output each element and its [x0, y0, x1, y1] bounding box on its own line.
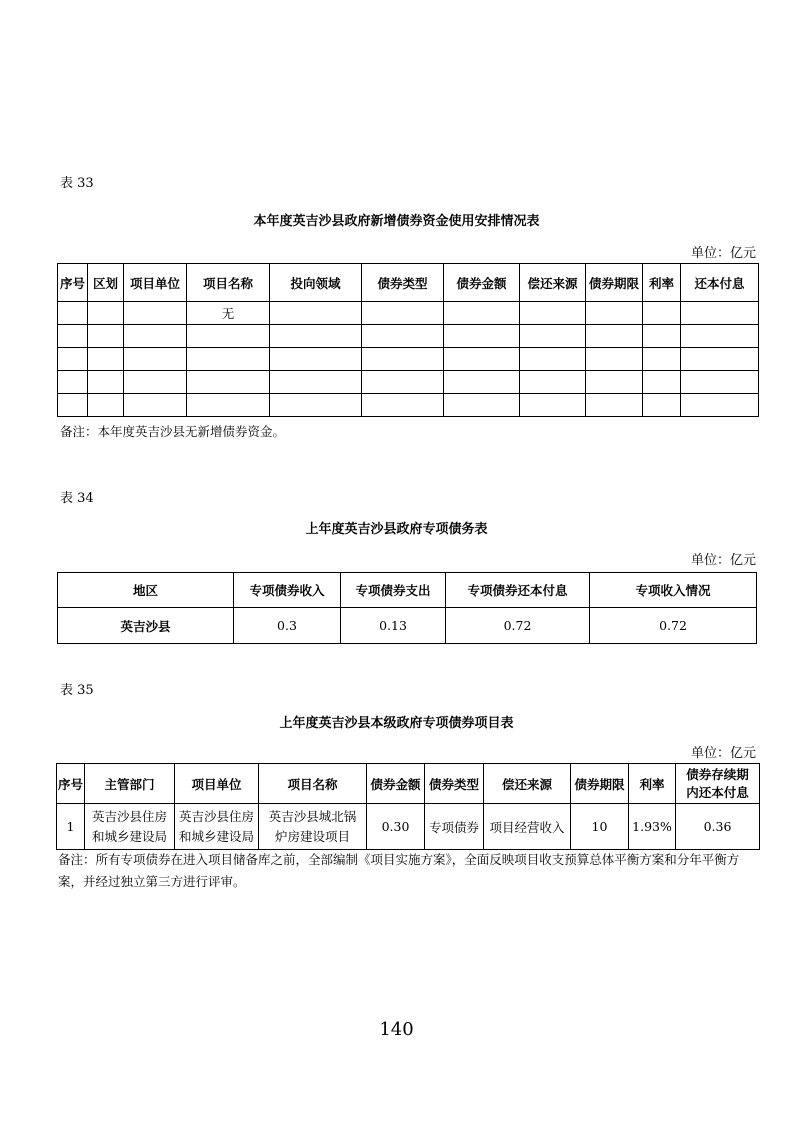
header-cell: 偿还来源	[520, 264, 586, 302]
data-cell: 10	[571, 804, 629, 850]
table-35	[56, 763, 760, 850]
table-34	[57, 572, 757, 644]
table-34-header-row	[58, 573, 757, 608]
header-cell: 债券类型	[362, 264, 444, 302]
header-cell: 债券金额	[444, 264, 520, 302]
header-cell: 投向领域	[270, 264, 362, 302]
header-cell: 债券期限	[586, 264, 643, 302]
data-cell: 0.72	[446, 608, 590, 644]
table-35-title: 上年度英吉沙县本级政府专项债券项目表	[279, 716, 514, 731]
header-cell: 主管部门	[85, 764, 175, 804]
header-cell: 区划	[88, 264, 124, 302]
table-33-title: 本年度英吉沙县政府新增债券资金使用安排情况表	[253, 214, 540, 229]
data-cell: 专项债券	[425, 804, 484, 850]
data-cell: 英吉沙县住房和城乡建设局	[85, 804, 175, 850]
table-33-label: 表 33	[60, 176, 94, 191]
data-cell: 1.93%	[629, 804, 676, 850]
header-cell: 专项收入情况	[590, 573, 757, 608]
header-cell: 偿还来源	[484, 764, 571, 804]
table-row	[58, 608, 757, 644]
data-cell: 英吉沙县城北锅炉房建设项目	[259, 804, 367, 850]
header-cell: 利率	[629, 764, 676, 804]
table-row	[57, 804, 760, 850]
project-name-cell: 无	[187, 302, 270, 325]
page-number: 140	[379, 1019, 414, 1040]
header-cell: 债券金额	[367, 764, 425, 804]
data-cell: 英吉沙县住房和城乡建设局	[175, 804, 259, 850]
header-cell: 专项债券支出	[341, 573, 446, 608]
table-35-label: 表 35	[60, 683, 94, 698]
table-row	[58, 302, 759, 325]
header-cell: 利率	[643, 264, 681, 302]
header-cell: 序号	[58, 264, 88, 302]
header-cell: 项目单位	[124, 264, 187, 302]
header-cell: 地区	[58, 573, 234, 608]
table-row	[58, 371, 759, 394]
data-cell: 1	[57, 804, 85, 850]
table-35-header-row	[57, 764, 760, 804]
header-cell: 债券存续期内还本付息	[676, 764, 760, 804]
table-33-note: 备注：本年度英吉沙县无新增债券资金。	[60, 424, 286, 439]
region-cell: 英吉沙县	[58, 608, 234, 644]
table-34-unit: 单位：亿元	[690, 553, 756, 568]
header-cell: 项目单位	[175, 764, 259, 804]
header-cell: 专项债券还本付息	[446, 573, 590, 608]
header-cell: 债券期限	[571, 764, 629, 804]
data-cell: 0.36	[676, 804, 760, 850]
table-33-header-row	[58, 264, 759, 302]
table-row	[58, 394, 759, 417]
header-cell: 序号	[57, 764, 85, 804]
table-33-unit: 单位：亿元	[690, 246, 756, 261]
data-cell: 0.13	[341, 608, 446, 644]
data-cell: 项目经营收入	[484, 804, 571, 850]
table-row	[58, 325, 759, 348]
data-cell: 0.30	[367, 804, 425, 850]
table-34-title: 上年度英吉沙县政府专项债务表	[305, 522, 488, 537]
table-row	[58, 348, 759, 371]
header-cell: 专项债券收入	[234, 573, 341, 608]
table-35-note: 备注：所有专项债券在进入项目储备库之前，全部编制《项目实施方案》，全面反映项目收支预算总体平衡方案和分年平衡方案，并经过独立第三方进行评审。	[58, 852, 740, 889]
data-cell: 0.72	[590, 608, 757, 644]
data-cell: 0.3	[234, 608, 341, 644]
table-35-unit: 单位：亿元	[690, 746, 756, 761]
table-33	[57, 263, 759, 417]
header-cell: 还本付息	[681, 264, 759, 302]
header-cell: 债券类型	[425, 764, 484, 804]
header-cell: 项目名称	[187, 264, 270, 302]
header-cell: 项目名称	[259, 764, 367, 804]
table-34-label: 表 34	[60, 491, 94, 506]
